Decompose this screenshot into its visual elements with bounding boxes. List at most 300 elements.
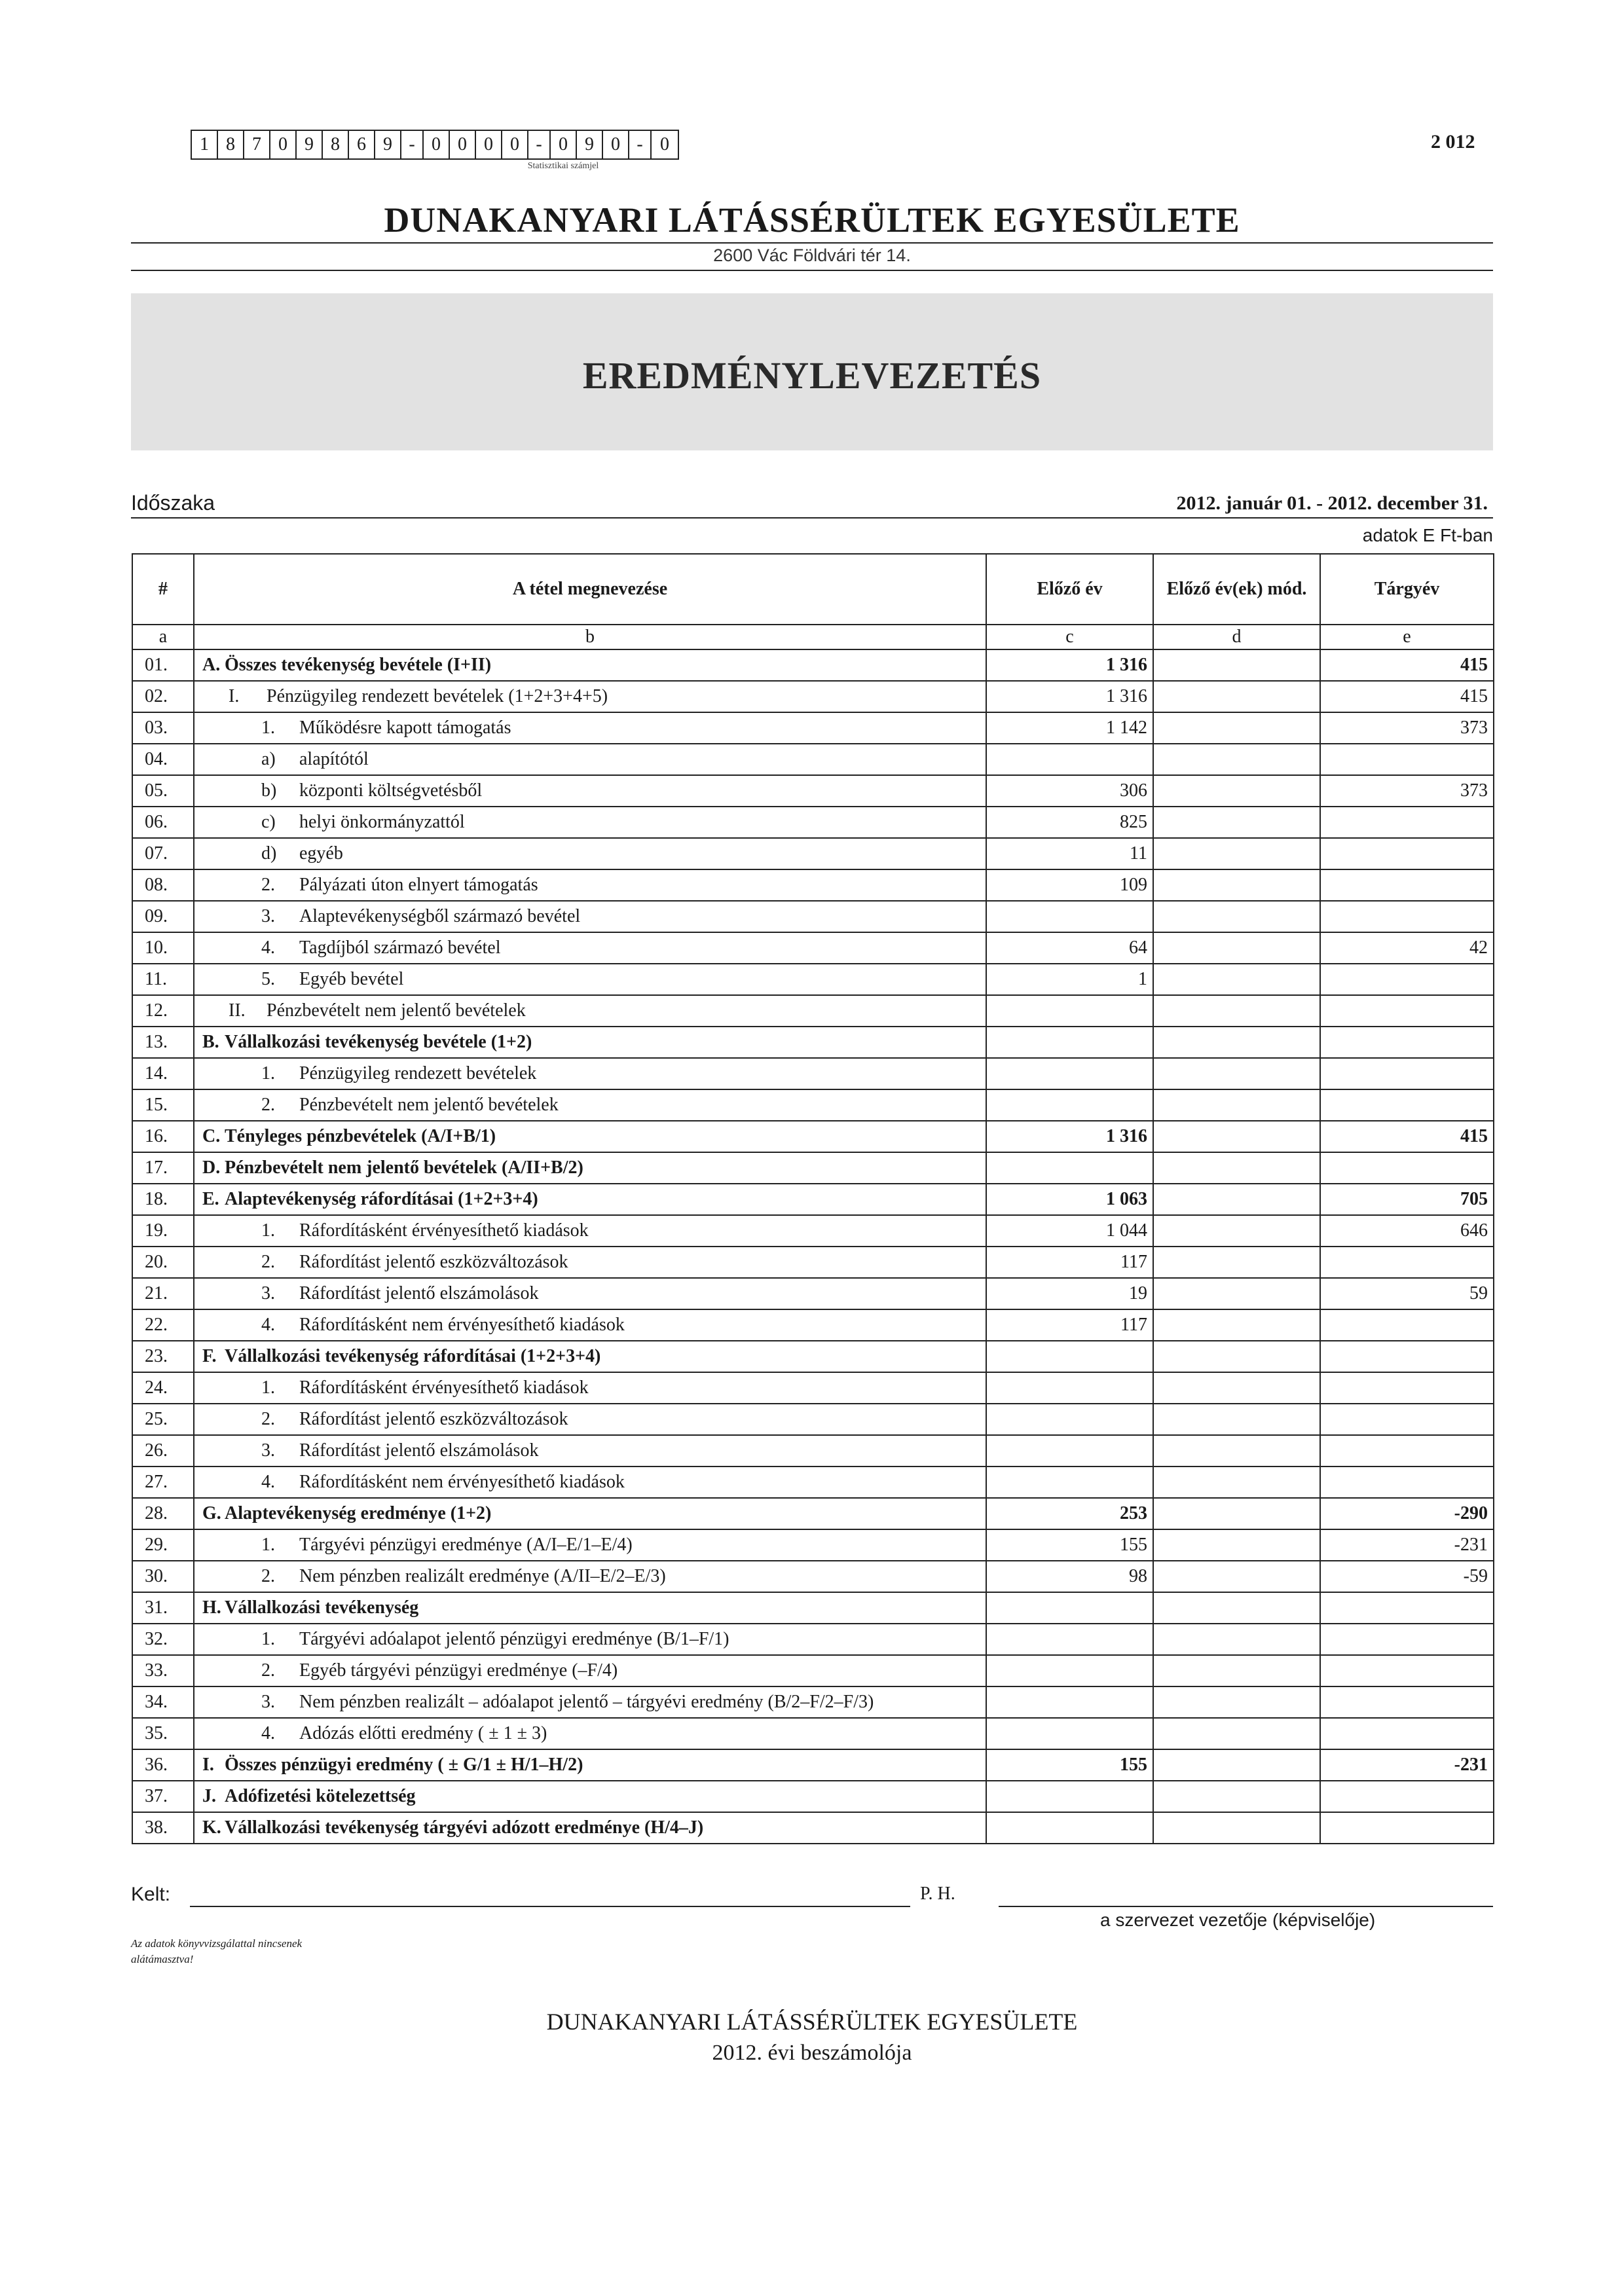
row-label [194,869,986,901]
column-header-mod: Előző év(ek) mód. [1153,554,1320,625]
table-row [132,1247,1494,1278]
row-prefix: 4. [261,1315,275,1335]
column-letter-num: a [132,625,194,649]
row-text: Ráfordítást jelentő elszámolások [299,1440,539,1461]
value-curr [1320,1624,1494,1655]
row-number: 07. [132,838,194,869]
table-row [132,838,1494,869]
row-number: 25. [132,1404,194,1435]
table-row [132,995,1494,1027]
value-mod [1153,1089,1320,1121]
value-curr [1320,1781,1494,1812]
report-year: 2 012 [1431,131,1475,153]
row-number: 11. [132,964,194,995]
value-curr [1320,1152,1494,1184]
organization-name: DUNAKANYARI LÁTÁSSÉRÜLTEK EGYESÜLETE [384,200,1240,240]
column-letter-mod: d [1153,625,1320,649]
stat-number-digit: 0 [603,131,629,158]
row-number: 29. [132,1529,194,1561]
signature-label: a szervezet vezetője (képviselője) [1100,1910,1376,1930]
row-text: Egyéb bevétel [299,969,404,989]
row-label [194,807,986,838]
value-mod [1153,1372,1320,1404]
divider [131,270,1493,271]
row-prefix: c) [261,812,276,832]
value-prev [986,1467,1153,1498]
column-header-prev: Előző év [986,554,1153,625]
value-prev: 155 [986,1749,1153,1781]
value-curr [1320,964,1494,995]
row-prefix: F. [202,1346,217,1366]
stat-number-digit: 0 [551,131,577,158]
row-prefix: E. [202,1189,219,1209]
row-text: Pénzbevételt nem jelentő bevételek [267,1000,526,1021]
row-text: egyéb [299,843,343,864]
value-mod [1153,1686,1320,1718]
table-row [132,1058,1494,1089]
row-text: Nem pénzben realizált – adóalapot jelentő – tárgyévi eredmény (B/2–F/2–F/3) [299,1692,874,1712]
value-curr: 42 [1320,932,1494,964]
row-text: Adófizetési kötelezettség [225,1786,416,1806]
table-row [132,1404,1494,1435]
row-text: Ráfordításként nem érvényesíthető kiadások [299,1472,625,1492]
row-number: 06. [132,807,194,838]
row-label [194,775,986,807]
value-prev [986,1152,1153,1184]
period-value: 2012. január 01. - 2012. december 31. [1176,492,1488,514]
row-prefix: d) [261,843,277,864]
row-prefix: 3. [261,906,275,926]
row-number: 38. [132,1812,194,1844]
row-text: Tényleges pénzbevételek (A/I+B/1) [225,1126,496,1146]
value-mod [1153,775,1320,807]
row-text: Vállalkozási tevékenység tárgyévi adózott eredménye (H/4–J) [225,1817,704,1838]
stat-number-digit: 9 [375,131,401,158]
stat-number-digit: 8 [218,131,244,158]
row-number: 19. [132,1215,194,1247]
footer-report-title: 2012. évi beszámolója [712,2041,912,2065]
stat-number-digit: 9 [297,131,323,158]
value-curr [1320,1686,1494,1718]
table-row [132,964,1494,995]
stat-number-digit: - [401,131,424,158]
row-text: Egyéb tárgyévi pénzügyi eredménye (–F/4) [299,1660,618,1681]
row-number: 37. [132,1781,194,1812]
stat-number-digit: 6 [349,131,375,158]
row-label [194,1404,986,1435]
row-prefix: 1. [261,1220,275,1241]
row-text: Ráfordítást jelentő eszközváltozások [299,1409,568,1429]
value-mod [1153,1624,1320,1655]
row-prefix: 1. [261,1063,275,1084]
row-prefix: 2. [261,1660,275,1681]
value-curr [1320,1247,1494,1278]
table-row [132,1341,1494,1372]
row-label [194,1089,986,1121]
table-row [132,1592,1494,1624]
table-row [132,932,1494,964]
row-label [194,1247,986,1278]
value-prev: 98 [986,1561,1153,1592]
column-letter-curr: e [1320,625,1494,649]
value-curr: 705 [1320,1184,1494,1215]
row-number: 02. [132,681,194,712]
period-label: Időszaka [131,491,215,515]
value-prev [986,1718,1153,1749]
stat-number-digit: 0 [502,131,528,158]
row-label [194,964,986,995]
row-label [194,1341,986,1372]
value-mod [1153,1749,1320,1781]
row-number: 05. [132,775,194,807]
value-mod [1153,744,1320,775]
table-row [132,1278,1494,1309]
value-mod [1153,995,1320,1027]
value-mod [1153,1278,1320,1309]
row-prefix: H. [202,1597,221,1618]
row-label [194,1498,986,1529]
divider [131,517,1493,519]
row-prefix: 4. [261,938,275,958]
value-prev: 19 [986,1278,1153,1309]
row-number: 31. [132,1592,194,1624]
row-text: Tárgyévi pénzügyi eredménye (A/I–E/1–E/4) [299,1535,633,1555]
footer-organization: DUNAKANYARI LÁTÁSSÉRÜLTEK EGYESÜLETE [546,2009,1078,2035]
table-row [132,681,1494,712]
value-curr: 373 [1320,712,1494,744]
row-label [194,1561,986,1592]
row-number: 17. [132,1152,194,1184]
value-mod [1153,901,1320,932]
value-mod [1153,869,1320,901]
value-prev: 1 142 [986,712,1153,744]
value-curr [1320,1372,1494,1404]
value-curr [1320,1404,1494,1435]
value-prev: 117 [986,1309,1153,1341]
column-header-num: # [132,554,194,625]
stat-number-digit: 0 [424,131,450,158]
row-prefix: a) [261,749,276,769]
stat-number-digit: 0 [270,131,297,158]
row-text: Vállalkozási tevékenység ráfordításai (1+2+3+4) [225,1346,601,1366]
value-mod [1153,1404,1320,1435]
value-curr [1320,838,1494,869]
row-label [194,681,986,712]
row-prefix: 1. [261,718,275,738]
audit-note: Az adatok könyvvizsgálattal nincsenek alátámasztva! [131,1937,303,1965]
row-prefix: K. [202,1817,221,1838]
row-text: Nem pénzben realizált eredménye (A/II–E/2–E/3) [299,1566,666,1586]
row-number: 13. [132,1027,194,1058]
table-row [132,869,1494,901]
column-header-name: A tétel megnevezése [194,554,986,625]
table-row [132,901,1494,932]
value-prev [986,1027,1153,1058]
value-curr: -59 [1320,1561,1494,1592]
table-row [132,1215,1494,1247]
row-prefix: 4. [261,1472,275,1492]
row-text: Ráfordításként érvényesíthető kiadások [299,1220,589,1241]
table-row [132,1655,1494,1686]
row-prefix: II. [229,1000,246,1021]
row-text: Pénzbevételt nem jelentő bevételek [299,1095,559,1115]
value-mod [1153,1498,1320,1529]
value-mod [1153,712,1320,744]
row-prefix: G. [202,1503,221,1523]
row-text: Összes tevékenység bevétele (I+II) [225,655,492,675]
row-prefix: 1. [261,1535,275,1555]
value-mod [1153,1247,1320,1278]
value-prev [986,1781,1153,1812]
value-curr [1320,1655,1494,1686]
row-label [194,1718,986,1749]
row-label [194,1184,986,1215]
stat-number-digit: 0 [476,131,502,158]
row-prefix: 2. [261,1252,275,1272]
value-prev: 1 044 [986,1215,1153,1247]
row-prefix: B. [202,1032,219,1052]
value-prev [986,1058,1153,1089]
value-curr: -290 [1320,1498,1494,1529]
row-text: alapítótól [299,749,369,769]
row-prefix: 5. [261,969,275,989]
stat-number-digit: 7 [244,131,270,158]
value-prev: 1 316 [986,681,1153,712]
column-letter-prev: c [986,625,1153,649]
row-text: Ráfordításként nem érvényesíthető kiadások [299,1315,625,1335]
row-prefix: J. [202,1786,216,1806]
value-prev [986,1655,1153,1686]
row-text: Adózás előtti eredmény ( ± 1 ± 3) [299,1723,547,1743]
row-prefix: A. [202,655,221,675]
row-text: Pénzbevételt nem jelentő bevételek (A/II+B/2) [225,1157,583,1178]
value-prev: 155 [986,1529,1153,1561]
statistical-number [191,130,679,160]
value-mod [1153,1027,1320,1058]
value-mod [1153,1529,1320,1561]
table-row [132,1152,1494,1184]
row-number: 33. [132,1655,194,1686]
value-prev [986,1372,1153,1404]
value-mod [1153,838,1320,869]
row-prefix: C. [202,1126,221,1146]
stat-number-digit: 1 [192,131,218,158]
stat-number-digit: 8 [323,131,349,158]
row-text: Pénzügyileg rendezett bevételek [299,1063,537,1084]
table-row [132,712,1494,744]
row-prefix: 3. [261,1440,275,1461]
row-label [194,1121,986,1152]
table-row [132,1184,1494,1215]
unit-note: adatok E Ft-ban [1362,525,1493,545]
row-prefix: 3. [261,1283,275,1303]
row-text: központi költségvetésből [299,780,483,801]
value-prev [986,1404,1153,1435]
row-label [194,1309,986,1341]
value-curr: -231 [1320,1749,1494,1781]
row-text: Pályázati úton elnyert támogatás [299,875,538,895]
row-prefix: 3. [261,1692,275,1712]
table-row [132,1781,1494,1812]
row-label [194,1467,986,1498]
value-prev [986,1592,1153,1624]
row-label [194,901,986,932]
row-number: 14. [132,1058,194,1089]
row-number: 35. [132,1718,194,1749]
value-mod [1153,1592,1320,1624]
row-number: 12. [132,995,194,1027]
value-curr: 59 [1320,1278,1494,1309]
value-prev [986,744,1153,775]
row-number: 34. [132,1686,194,1718]
row-text: Pénzügyileg rendezett bevételek (1+2+3+4+5) [267,686,608,706]
value-curr [1320,1058,1494,1089]
row-text: Ráfordítást jelentő eszközváltozások [299,1252,568,1272]
row-label [194,1152,986,1184]
row-label [194,1058,986,1089]
stat-number-digit: - [528,131,551,158]
table-row [132,1089,1494,1121]
value-mod [1153,1215,1320,1247]
row-label [194,995,986,1027]
row-text: Tárgyévi adóalapot jelentő pénzügyi eredménye (B/1–F/1) [299,1629,729,1649]
date-label: Kelt: [131,1884,171,1905]
value-mod [1153,1184,1320,1215]
value-mod [1153,807,1320,838]
row-text: Működésre kapott támogatás [299,718,511,738]
value-prev: 1 063 [986,1184,1153,1215]
row-label [194,1749,986,1781]
row-text: Ráfordítást jelentő elszámolások [299,1283,539,1303]
value-prev: 1 316 [986,1121,1153,1152]
value-curr [1320,995,1494,1027]
value-mod [1153,1435,1320,1467]
row-label [194,932,986,964]
row-prefix: 2. [261,1566,275,1586]
title-band [131,293,1493,450]
row-label [194,1624,986,1655]
value-prev [986,1089,1153,1121]
row-number: 30. [132,1561,194,1592]
value-mod [1153,1152,1320,1184]
row-number: 10. [132,932,194,964]
table-row [132,1027,1494,1058]
row-label [194,744,986,775]
value-prev [986,1624,1153,1655]
row-text: Összes pénzügyi eredmény ( ± G/1 ± H/1–H/2) [225,1755,583,1775]
row-label [194,1435,986,1467]
row-number: 27. [132,1467,194,1498]
value-curr [1320,1592,1494,1624]
value-mod [1153,1655,1320,1686]
value-mod [1153,1781,1320,1812]
value-curr: 373 [1320,775,1494,807]
row-label [194,649,986,681]
date-line [190,1906,910,1907]
value-curr: 646 [1320,1215,1494,1247]
table-row [132,1121,1494,1152]
value-prev: 64 [986,932,1153,964]
income-statement-table [132,553,1494,1844]
column-header-curr: Tárgyév [1320,554,1494,625]
row-number: 26. [132,1435,194,1467]
row-prefix: 4. [261,1723,275,1743]
value-mod [1153,681,1320,712]
row-label [194,1655,986,1686]
row-number: 04. [132,744,194,775]
value-prev [986,995,1153,1027]
value-curr [1320,1812,1494,1844]
value-prev [986,1435,1153,1467]
table-row [132,1812,1494,1844]
signature-line [999,1906,1493,1907]
row-text: Vállalkozási tevékenység [225,1597,419,1618]
row-label [194,1781,986,1812]
value-prev: 117 [986,1247,1153,1278]
row-prefix: 1. [261,1629,275,1649]
row-text: Alaptevékenység eredménye (1+2) [225,1503,492,1523]
value-mod [1153,1467,1320,1498]
table-row [132,807,1494,838]
row-text: Ráfordításként érvényesíthető kiadások [299,1377,589,1398]
table-row [132,1749,1494,1781]
row-prefix: 2. [261,1095,275,1115]
value-prev: 1 316 [986,649,1153,681]
divider [131,242,1493,244]
value-mod [1153,1561,1320,1592]
row-prefix: I. [202,1755,214,1775]
table-row [132,1561,1494,1592]
row-label [194,1686,986,1718]
row-label [194,1215,986,1247]
value-prev [986,1341,1153,1372]
value-curr: 415 [1320,681,1494,712]
row-number: 16. [132,1121,194,1152]
value-curr [1320,869,1494,901]
stat-number-digit: 9 [577,131,603,158]
row-number: 22. [132,1309,194,1341]
row-number: 15. [132,1089,194,1121]
value-prev [986,1686,1153,1718]
value-mod [1153,964,1320,995]
row-number: 21. [132,1278,194,1309]
value-prev: 825 [986,807,1153,838]
value-curr [1320,1718,1494,1749]
organization-address: 2600 Vác Földvári tér 14. [713,246,911,265]
row-label [194,1278,986,1309]
value-curr: 415 [1320,649,1494,681]
document-title: EREDMÉNYLEVEZETÉS [582,354,1042,397]
value-curr [1320,1467,1494,1498]
value-curr: 415 [1320,1121,1494,1152]
row-text: Alaptevékenység ráfordításai (1+2+3+4) [225,1189,538,1209]
row-number: 23. [132,1341,194,1372]
row-number: 09. [132,901,194,932]
row-text: Tagdíjból származó bevétel [299,938,501,958]
row-number: 18. [132,1184,194,1215]
value-mod [1153,932,1320,964]
row-number: 08. [132,869,194,901]
value-curr [1320,1341,1494,1372]
value-prev [986,1812,1153,1844]
stat-number-digit: - [629,131,652,158]
table-row [132,1435,1494,1467]
table-letter-row [132,625,1494,649]
column-letter-name: b [194,625,986,649]
stat-number-digit: 0 [660,134,669,155]
table-row [132,1686,1494,1718]
table-row [132,649,1494,681]
